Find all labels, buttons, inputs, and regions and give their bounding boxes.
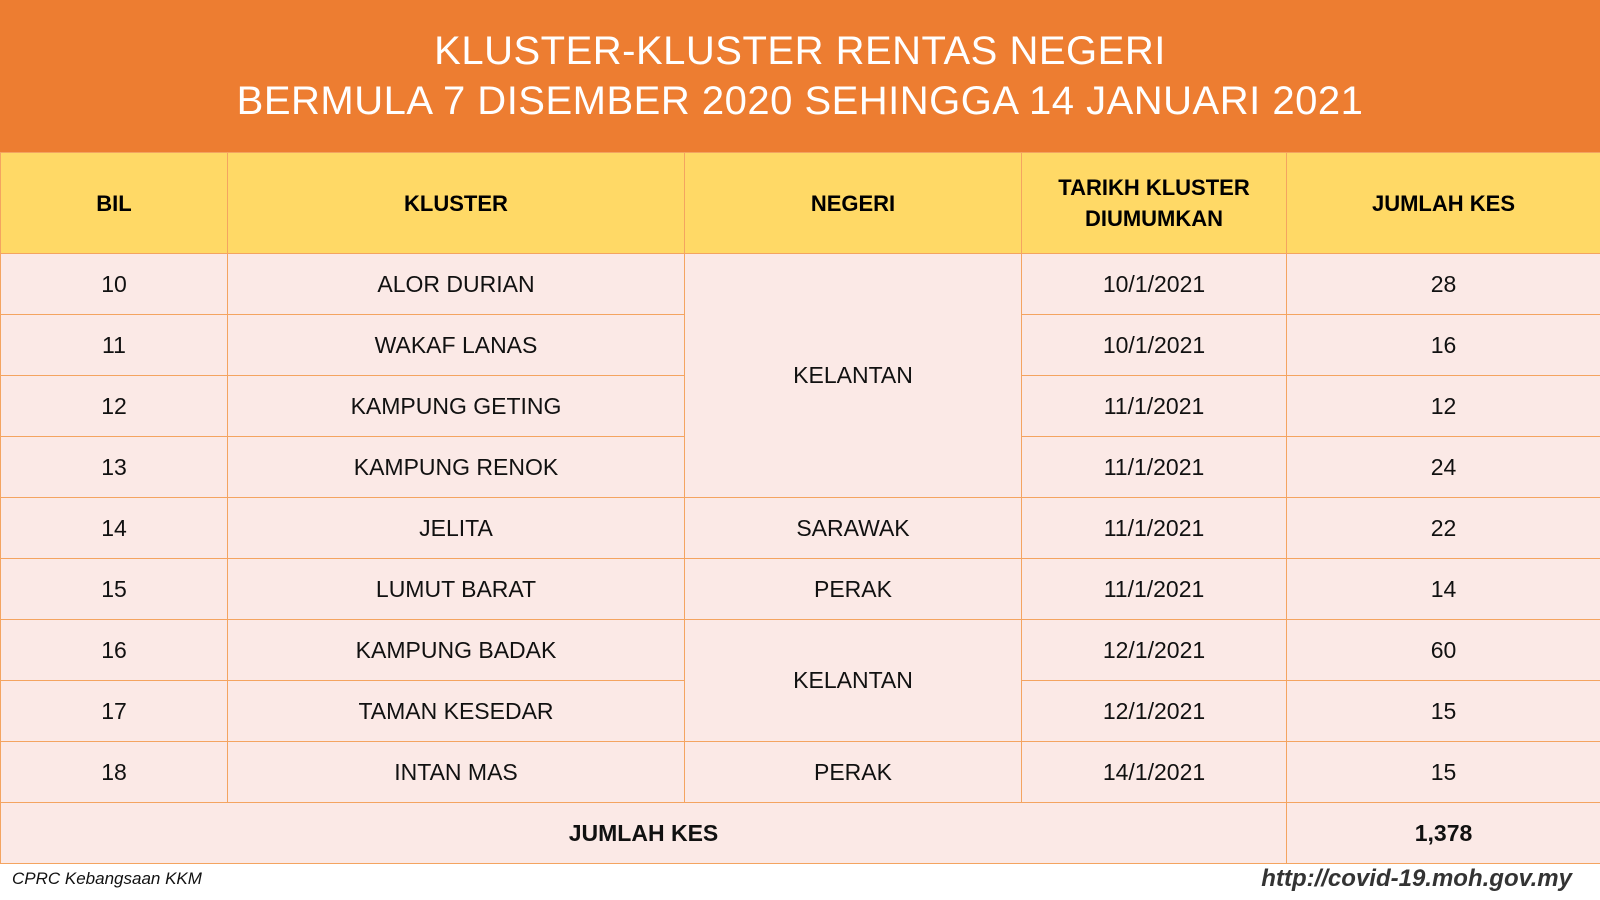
cell-jumlah: 28 — [1287, 254, 1600, 315]
cell-jumlah: 15 — [1287, 681, 1600, 742]
column-header-kluster: KLUSTER — [228, 153, 685, 254]
cell-tarikh: 11/1/2021 — [1022, 498, 1287, 559]
table-row — [1, 498, 1600, 559]
cell-negeri: PERAK — [685, 742, 1022, 803]
title-banner — [0, 0, 1600, 152]
table-row — [1, 620, 1600, 681]
cell-bil: 10 — [1, 254, 228, 315]
cell-bil: 11 — [1, 315, 228, 376]
cell-bil: 17 — [1, 681, 228, 742]
cell-tarikh: 11/1/2021 — [1022, 437, 1287, 498]
cell-bil: 15 — [1, 559, 228, 620]
cell-kluster: LUMUT BARAT — [228, 559, 685, 620]
cell-jumlah: 24 — [1287, 437, 1600, 498]
column-header-tarikh-line1: TARIKH KLUSTER — [1058, 175, 1250, 200]
column-header-bil: BIL — [1, 153, 228, 254]
cell-bil: 14 — [1, 498, 228, 559]
cell-jumlah: 16 — [1287, 315, 1600, 376]
cell-tarikh: 12/1/2021 — [1022, 620, 1287, 681]
table-header-row — [1, 153, 1600, 254]
cell-jumlah: 14 — [1287, 559, 1600, 620]
column-header-tarikh-line2: DIUMUMKAN — [1084, 206, 1224, 231]
total-row — [1, 803, 1600, 864]
cell-kluster: ALOR DURIAN — [228, 254, 685, 315]
cell-jumlah: 15 — [1287, 742, 1600, 803]
column-header-tarikh — [1022, 153, 1287, 254]
title-line-1: KLUSTER-KLUSTER RENTAS NEGERI — [434, 29, 1166, 73]
source-credit: CPRC Kebangsaan KKM — [12, 869, 202, 888]
cell-bil: 18 — [1, 742, 228, 803]
cell-jumlah: 60 — [1287, 620, 1600, 681]
cell-kluster: KAMPUNG GETING — [228, 376, 685, 437]
cell-tarikh: 10/1/2021 — [1022, 254, 1287, 315]
cell-bil: 16 — [1, 620, 228, 681]
cell-negeri: PERAK — [685, 559, 1022, 620]
cell-negeri: KELANTAN — [685, 620, 1022, 742]
cell-tarikh: 10/1/2021 — [1022, 315, 1287, 376]
website-url: http://covid-19.moh.gov.my — [1261, 865, 1572, 892]
cell-kluster: INTAN MAS — [228, 742, 685, 803]
cell-tarikh: 12/1/2021 — [1022, 681, 1287, 742]
cell-negeri: KELANTAN — [685, 254, 1022, 498]
cell-kluster: TAMAN KESEDAR — [228, 681, 685, 742]
cell-kluster: KAMPUNG RENOK — [228, 437, 685, 498]
cell-kluster: WAKAF LANAS — [228, 315, 685, 376]
table-row — [1, 742, 1600, 803]
cluster-table — [0, 152, 1600, 864]
title-line-2: BERMULA 7 DISEMBER 2020 SEHINGGA 14 JANUARI 2021 — [236, 79, 1364, 123]
cell-bil: 13 — [1, 437, 228, 498]
cell-tarikh: 14/1/2021 — [1022, 742, 1287, 803]
column-header-negeri: NEGERI — [685, 153, 1022, 254]
table-row — [1, 254, 1600, 315]
table-row — [1, 559, 1600, 620]
total-value: 1,378 — [1287, 803, 1600, 864]
column-header-jumlah: JUMLAH KES — [1287, 153, 1600, 254]
cell-kluster: JELITA — [228, 498, 685, 559]
cell-kluster: KAMPUNG BADAK — [228, 620, 685, 681]
total-label: JUMLAH KES — [1, 803, 1287, 864]
cell-tarikh: 11/1/2021 — [1022, 376, 1287, 437]
cell-bil: 12 — [1, 376, 228, 437]
cell-jumlah: 22 — [1287, 498, 1600, 559]
cell-negeri: SARAWAK — [685, 498, 1022, 559]
cell-tarikh: 11/1/2021 — [1022, 559, 1287, 620]
cell-jumlah: 12 — [1287, 376, 1600, 437]
